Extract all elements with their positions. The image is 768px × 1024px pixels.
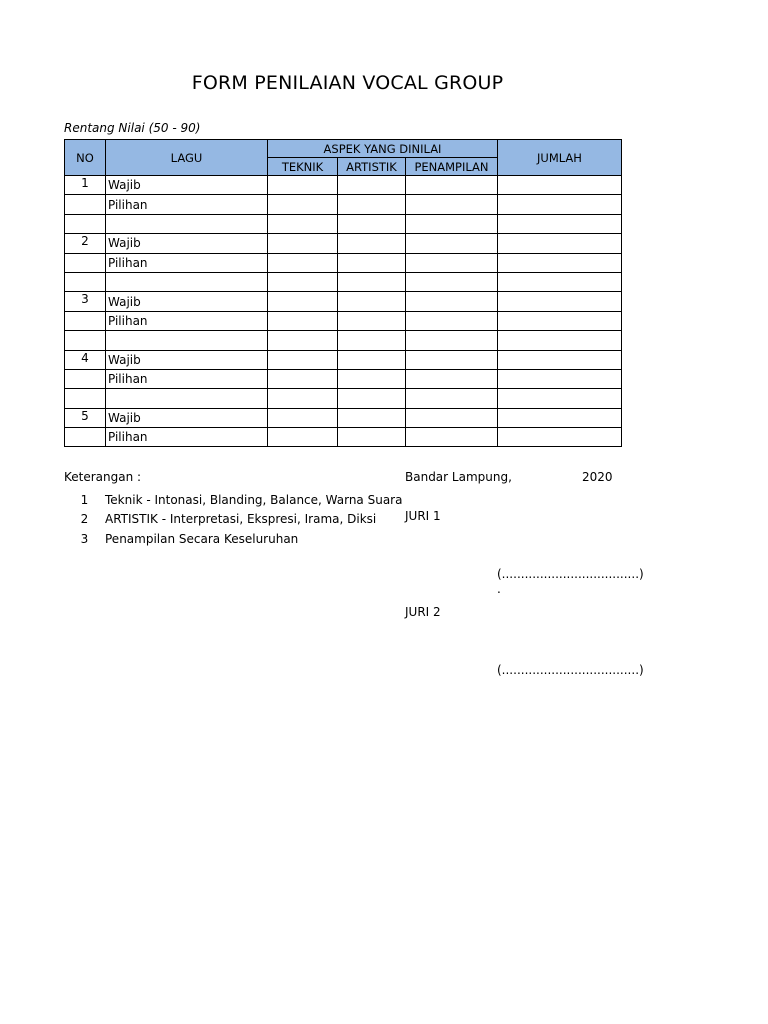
cell-artistik	[338, 214, 406, 233]
cell-artistik	[338, 428, 406, 447]
cell-jumlah	[498, 214, 622, 233]
cell-no	[65, 331, 106, 350]
table-row	[65, 176, 622, 195]
table-row	[65, 311, 622, 330]
table-row	[65, 253, 622, 272]
score-range-label: Rentang Nilai (50 - 90)	[64, 121, 201, 135]
table-body	[65, 176, 622, 447]
cell-no	[65, 214, 106, 233]
table-row	[65, 234, 622, 253]
cell-teknik	[268, 331, 338, 350]
cell-jumlah	[498, 311, 622, 330]
header-jumlah: JUMLAH	[498, 140, 622, 176]
score-table	[64, 139, 622, 447]
signature-place: Bandar Lampung,	[405, 470, 512, 484]
cell-teknik	[268, 389, 338, 408]
header-lagu: LAGU	[106, 140, 268, 176]
cell-teknik	[268, 176, 338, 195]
cell-jumlah	[498, 176, 622, 195]
juri2-label: JURI 2	[405, 605, 441, 619]
cell-artistik	[338, 176, 406, 195]
cell-teknik	[268, 253, 338, 272]
cell-no: 3	[65, 292, 106, 311]
signature-year: 2020	[582, 470, 613, 484]
cell-lagu	[106, 331, 268, 350]
cell-artistik	[338, 369, 406, 388]
cell-lagu: Wajib	[106, 408, 268, 427]
notes-header: Keterangan :	[64, 470, 142, 484]
cell-teknik	[268, 408, 338, 427]
note-number: 1	[80, 492, 89, 507]
cell-lagu: Pilihan	[106, 369, 268, 388]
cell-lagu: Pilihan	[106, 428, 268, 447]
juri1-label: JURI 1	[405, 509, 441, 523]
cell-jumlah	[498, 428, 622, 447]
cell-artistik	[338, 195, 406, 214]
stray-dot: .	[497, 582, 501, 596]
table-row	[65, 369, 622, 388]
cell-artistik	[338, 292, 406, 311]
cell-lagu: Pilihan	[106, 195, 268, 214]
cell-jumlah	[498, 234, 622, 253]
cell-no	[65, 253, 106, 272]
cell-penampilan	[406, 408, 498, 427]
cell-jumlah	[498, 292, 622, 311]
cell-lagu	[106, 389, 268, 408]
table-row	[65, 428, 622, 447]
cell-jumlah	[498, 369, 622, 388]
notes-section	[64, 470, 402, 549]
cell-penampilan	[406, 331, 498, 350]
header-teknik: TEKNIK	[268, 158, 338, 176]
cell-penampilan	[406, 176, 498, 195]
cell-penampilan	[406, 350, 498, 369]
cell-no	[65, 428, 106, 447]
header-penampilan: PENAMPILAN	[406, 158, 498, 176]
cell-penampilan	[406, 234, 498, 253]
cell-teknik	[268, 350, 338, 369]
cell-jumlah	[498, 253, 622, 272]
cell-jumlah	[498, 389, 622, 408]
table-row	[65, 331, 622, 350]
juri1-signature-line: (....................................)	[497, 567, 644, 581]
cell-artistik	[338, 389, 406, 408]
cell-penampilan	[406, 389, 498, 408]
cell-artistik	[338, 350, 406, 369]
note-number: 3	[80, 531, 89, 546]
juri2-signature-line: (....................................)	[497, 663, 644, 677]
note-item	[64, 510, 402, 530]
cell-penampilan	[406, 214, 498, 233]
cell-jumlah	[498, 195, 622, 214]
cell-no	[65, 389, 106, 408]
table-row	[65, 292, 622, 311]
cell-lagu: Pilihan	[106, 253, 268, 272]
cell-lagu: Wajib	[106, 292, 268, 311]
cell-jumlah	[498, 350, 622, 369]
header-artistik: ARTISTIK	[338, 158, 406, 176]
table-row	[65, 272, 622, 291]
cell-no: 1	[65, 176, 106, 195]
cell-teknik	[268, 234, 338, 253]
cell-jumlah	[498, 408, 622, 427]
table-row	[65, 389, 622, 408]
cell-artistik	[338, 272, 406, 291]
form-title: FORM PENILAIAN VOCAL GROUP	[191, 72, 504, 94]
note-item	[64, 490, 402, 510]
cell-penampilan	[406, 428, 498, 447]
table-row	[65, 350, 622, 369]
table-row	[65, 408, 622, 427]
cell-teknik	[268, 311, 338, 330]
note-text: Penampilan Secara Keseluruhan	[105, 531, 299, 546]
note-text: ARTISTIK - Interpretasi, Ekspresi, Irama, Diksi	[105, 512, 377, 527]
cell-penampilan	[406, 369, 498, 388]
cell-no: 5	[65, 408, 106, 427]
cell-penampilan	[406, 195, 498, 214]
cell-artistik	[338, 408, 406, 427]
cell-teknik	[268, 292, 338, 311]
cell-no	[65, 272, 106, 291]
cell-teknik	[268, 272, 338, 291]
cell-teknik	[268, 195, 338, 214]
header-no: NO	[65, 140, 106, 176]
cell-no: 4	[65, 350, 106, 369]
cell-penampilan	[406, 292, 498, 311]
table-row	[65, 195, 622, 214]
table-row	[65, 214, 622, 233]
cell-lagu: Wajib	[106, 176, 268, 195]
note-text: Teknik - Intonasi, Blanding, Balance, Warna Suara	[105, 492, 403, 507]
cell-no	[65, 195, 106, 214]
cell-lagu: Wajib	[106, 234, 268, 253]
note-number: 2	[80, 512, 89, 527]
cell-lagu	[106, 214, 268, 233]
cell-artistik	[338, 331, 406, 350]
cell-jumlah	[498, 331, 622, 350]
cell-lagu: Pilihan	[106, 311, 268, 330]
cell-teknik	[268, 214, 338, 233]
cell-teknik	[268, 428, 338, 447]
cell-artistik	[338, 234, 406, 253]
cell-penampilan	[406, 272, 498, 291]
cell-no	[65, 311, 106, 330]
cell-no: 2	[65, 234, 106, 253]
header-aspek: ASPEK YANG DINILAI	[268, 140, 498, 158]
cell-penampilan	[406, 253, 498, 272]
note-item	[64, 529, 402, 549]
cell-teknik	[268, 369, 338, 388]
cell-jumlah	[498, 272, 622, 291]
cell-lagu: Wajib	[106, 350, 268, 369]
cell-penampilan	[406, 311, 498, 330]
cell-artistik	[338, 253, 406, 272]
cell-artistik	[338, 311, 406, 330]
cell-no	[65, 369, 106, 388]
cell-lagu	[106, 272, 268, 291]
